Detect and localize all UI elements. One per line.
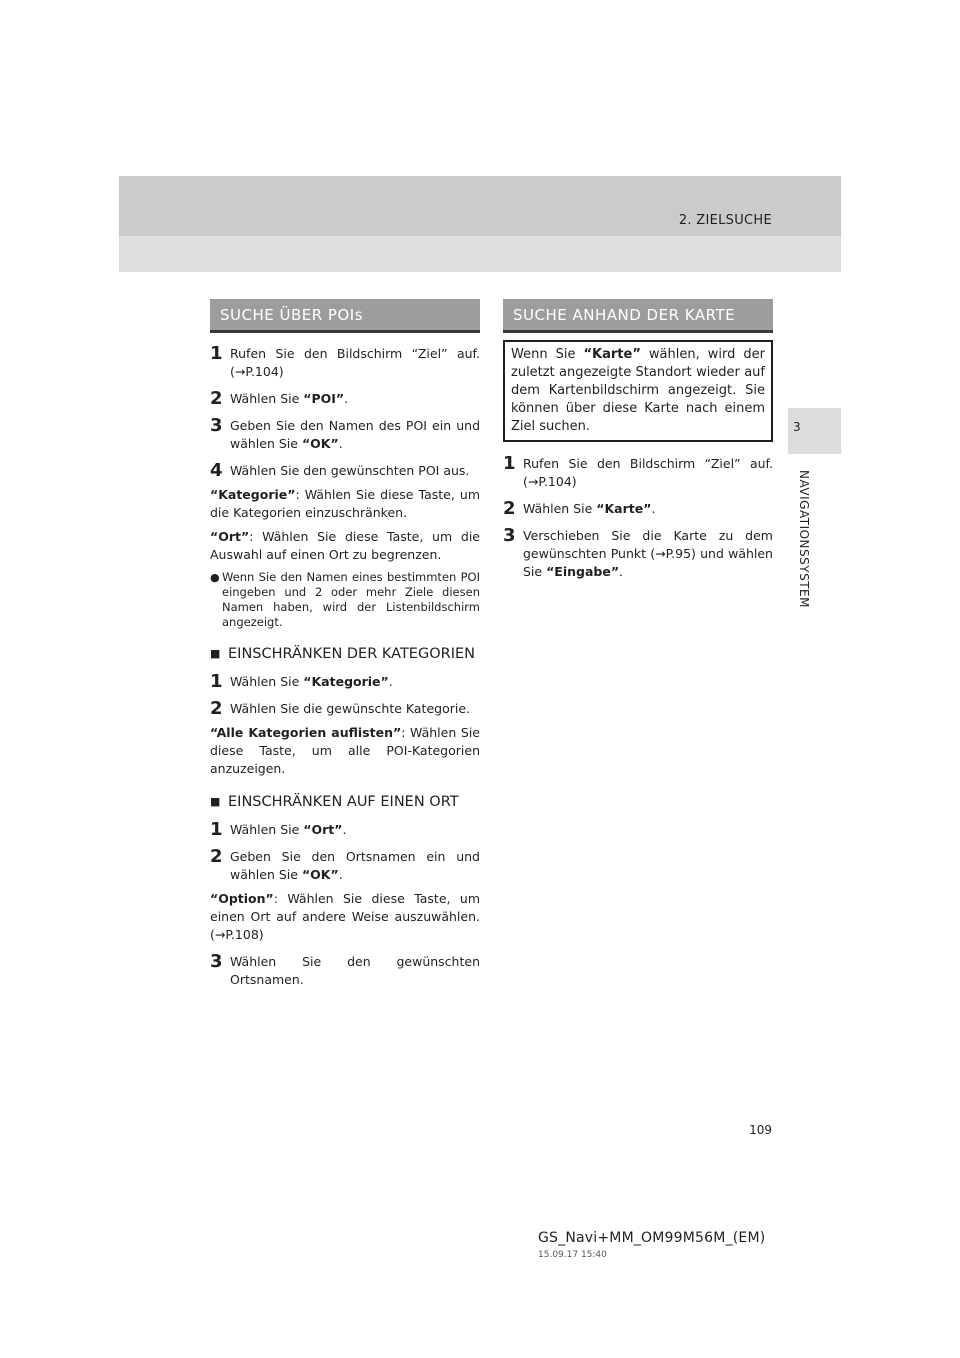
- step-text-part: Wählen Sie: [230, 822, 304, 837]
- step-text: Wählen Sie den gewünschten POI aus.: [230, 463, 470, 478]
- note: [210, 528, 480, 564]
- button-reference: “OK”: [301, 436, 339, 451]
- left-column: [210, 336, 480, 989]
- button-reference: “Karte”: [583, 347, 641, 362]
- page-number: 109: [749, 1123, 772, 1137]
- subheading-text: EINSCHRÄNKEN AUF EINEN ORT: [228, 794, 459, 810]
- step: [210, 462, 480, 480]
- step-text: [230, 390, 480, 408]
- info-box: [503, 340, 773, 442]
- step-number: 1: [503, 453, 516, 474]
- button-reference: “Kategorie”: [210, 487, 296, 502]
- button-reference: “Ort”: [303, 822, 343, 837]
- step-text-part: .: [344, 391, 349, 406]
- step-text-part: .: [651, 501, 656, 516]
- step-text: [230, 821, 480, 839]
- step-number: 2: [210, 698, 223, 719]
- section-heading-map: [503, 299, 773, 333]
- note: [210, 486, 480, 522]
- step-text: Rufen Sie den Bildschirm “Ziel” auf. (→P.104): [523, 456, 773, 489]
- note-text: : Wählen Sie diese Taste, um die Auswahl auf einen Ort zu begrenzen.: [210, 529, 480, 562]
- step-text-part: Wählen Sie: [523, 501, 597, 516]
- step: [210, 821, 480, 839]
- bullet-item: [210, 570, 480, 630]
- button-reference: “Karte”: [596, 501, 652, 516]
- step: [210, 953, 480, 989]
- step: [210, 417, 480, 453]
- info-text-part: Wenn Sie: [511, 347, 584, 362]
- step-text-part: .: [338, 867, 343, 882]
- chapter-side-title: [797, 470, 815, 630]
- step-text: [230, 848, 480, 884]
- step-text-part: Wählen Sie: [230, 391, 304, 406]
- step-text: [523, 527, 773, 581]
- step-text-part: .: [619, 564, 624, 579]
- step-text: [230, 673, 480, 691]
- step: [210, 700, 480, 718]
- square-bullet-icon: ■: [210, 647, 221, 660]
- right-column: [503, 446, 773, 581]
- step-number: 2: [210, 846, 223, 867]
- step-number: 2: [503, 498, 516, 519]
- step-text-part: .: [338, 436, 343, 451]
- note: [210, 890, 480, 944]
- step-text-part: Geben Sie den Namen des POI ein und wählen Sie: [230, 418, 480, 451]
- step-number: 3: [210, 951, 223, 972]
- button-reference: “Option”: [210, 891, 274, 906]
- document-code: GS_Navi+MM_OM99M56M_(EM): [538, 1230, 766, 1246]
- print-timestamp: 15.09.17 15:40: [538, 1250, 607, 1260]
- step-text-part: .: [388, 674, 393, 689]
- step-number: 4: [210, 460, 223, 481]
- note-text: : Wählen Sie diese Taste, um alle POI-Kategorien anzuzeigen.: [210, 725, 480, 776]
- button-reference: “Eingabe”: [546, 564, 620, 579]
- info-text-part: wählen, wird der zuletzt angezeigte Standort wieder auf dem Kartenbildschirm angezeigt. Sie können über diese Karte nach einem Ziel suchen.: [511, 347, 765, 434]
- button-reference: “OK”: [301, 867, 339, 882]
- step-text: [230, 417, 480, 453]
- step: [503, 527, 773, 581]
- step-number: 1: [210, 819, 223, 840]
- button-reference: “Kategorie”: [303, 674, 389, 689]
- step: [210, 390, 480, 408]
- note-text: : Wählen Sie diese Taste, um einen Ort auf andere Weise auszuwählen. (→P.108): [210, 891, 480, 942]
- step-text-part: Wählen Sie: [230, 674, 304, 689]
- step: [210, 345, 480, 381]
- step: [503, 455, 773, 491]
- section-heading-poi-text: SUCHE ÜBER POIs: [220, 305, 364, 324]
- step-number: 3: [503, 525, 516, 546]
- chapter-side-title-text: NAVIGATIONSSYSTEM: [797, 470, 811, 608]
- step-number: 3: [210, 415, 223, 436]
- step-text-part: .: [342, 822, 347, 837]
- step: [210, 848, 480, 884]
- step-text-part: Geben Sie den Ortsnamen ein und wählen Sie: [230, 849, 480, 882]
- bullet-text: Wenn Sie den Namen eines bestimmten POI eingeben und 2 oder mehr Ziele diesen Namen haben, wird der Listenbildschirm angezeigt.: [222, 570, 480, 629]
- section-heading-poi: [210, 299, 480, 333]
- subheading: [210, 644, 480, 664]
- note-text: : Wählen Sie diese Taste, um die Kategorien einzuschränken.: [210, 487, 480, 520]
- section-title: 2. ZIELSUCHE: [678, 213, 772, 228]
- step: [210, 673, 480, 691]
- step-text: Rufen Sie den Bildschirm “Ziel” auf. (→P.104): [230, 346, 480, 379]
- step-number: 1: [210, 343, 223, 364]
- step: [503, 500, 773, 518]
- square-bullet-icon: ■: [210, 795, 221, 808]
- chapter-number: 3: [793, 420, 801, 434]
- step-text: Wählen Sie den gewünschten Ortsnamen.: [230, 954, 480, 987]
- step-number: 1: [210, 671, 223, 692]
- button-reference: “POI”: [303, 391, 345, 406]
- step-text: Wählen Sie die gewünschte Kategorie.: [230, 701, 470, 716]
- step-number: 2: [210, 388, 223, 409]
- note: [210, 724, 480, 778]
- step-text: [523, 500, 773, 518]
- button-reference: “Alle Kategorien auflisten”: [210, 725, 402, 740]
- subheading-text: EINSCHRÄNKEN DER KATEGORIEN: [228, 646, 475, 662]
- section-heading-map-text: SUCHE ANHAND DER KARTE: [513, 305, 736, 324]
- subheading: [210, 792, 480, 812]
- step-text-part: Verschieben Sie die Karte zu dem gewünschten Punkt (→P.95) und wählen Sie: [523, 528, 773, 579]
- button-reference: “Ort”: [210, 529, 250, 544]
- bullet-dot-icon: ●: [210, 571, 220, 584]
